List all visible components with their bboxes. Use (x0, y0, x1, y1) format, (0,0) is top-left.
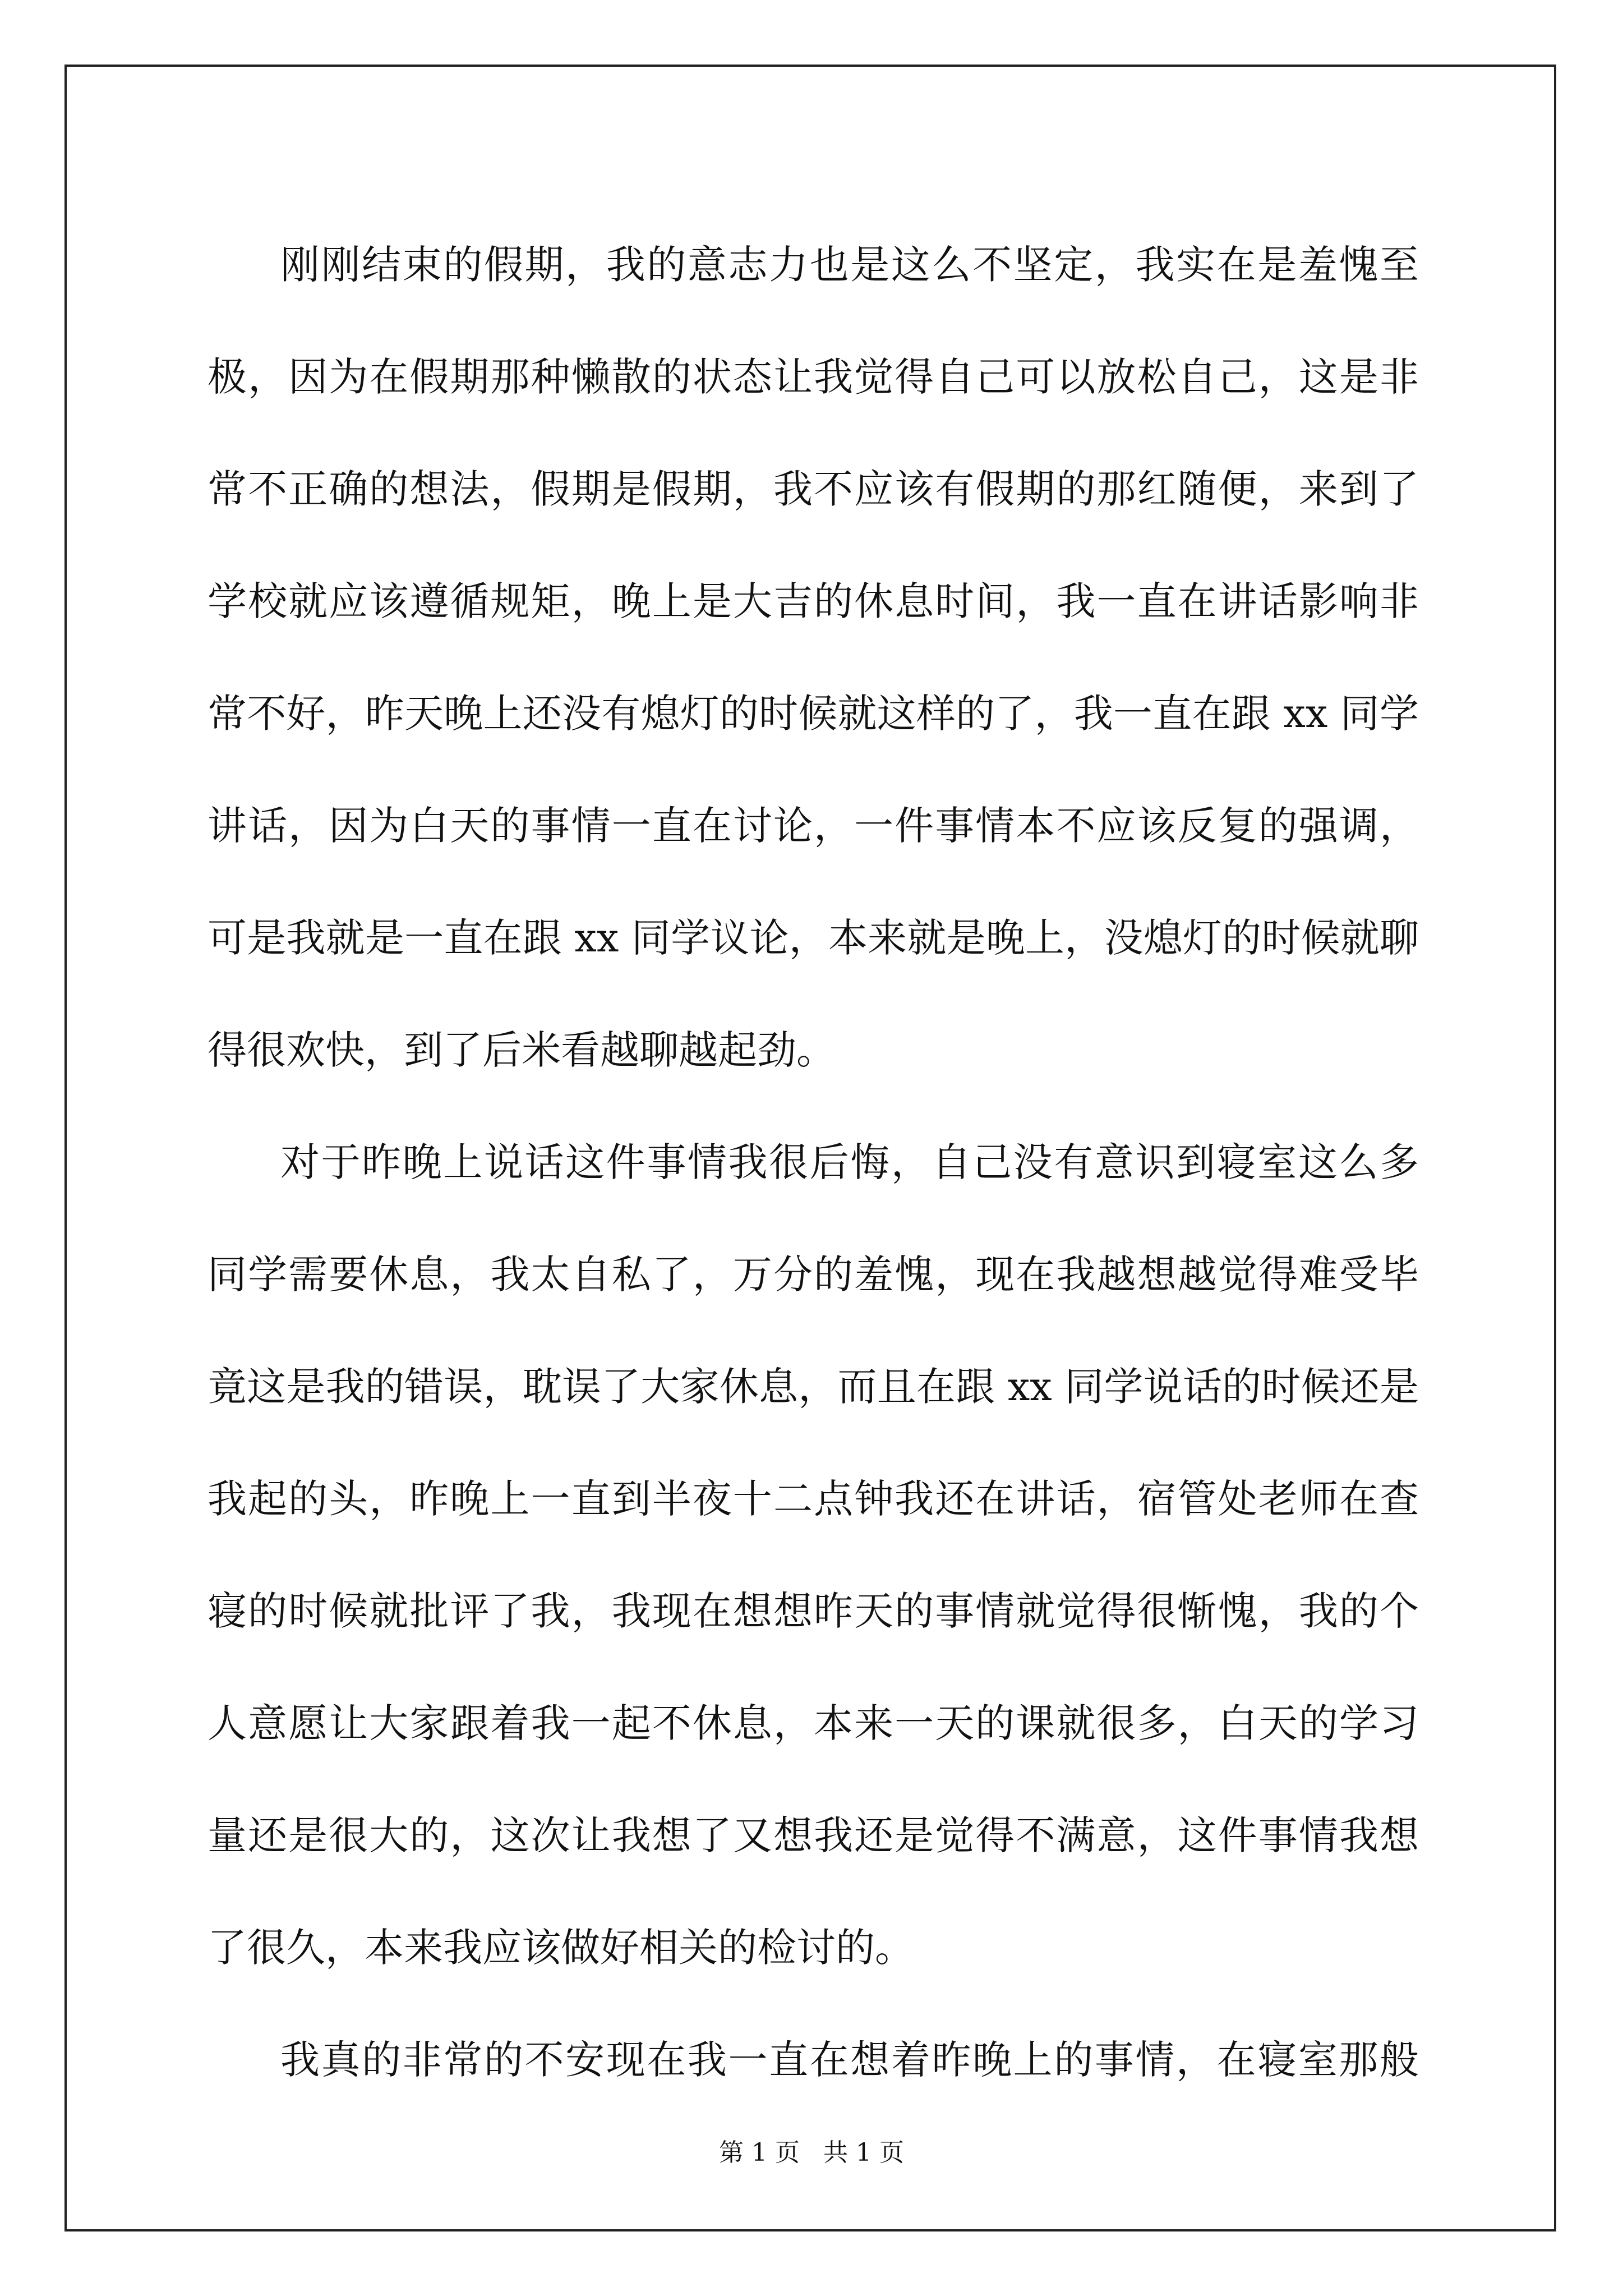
paragraph-2-line-1: 对于昨晚上说话这件事情我很后悔，自己没有意识到寝室这么多 (280, 1139, 1419, 1185)
paragraph-1-line-2: 极，因为在假期那种懒散的状态让我觉得自己可以放松自己，这是非 (208, 354, 1419, 400)
paragraph-2-line-8: 了很久，本来我应该做好相关的检讨的。 (208, 1925, 914, 1971)
document-body (208, 209, 1419, 2116)
paragraph-2-line-6: 人意愿让大家跟着我一起不休息，本来一天的课就很多，白天的学习 (208, 1700, 1419, 1746)
paragraph-2-line-7: 量还是很大的，这次让我想了又想我还是觉得不满意，这件事情我想 (208, 1812, 1419, 1858)
paragraph-1-line-7: 可是我就是一直在跟 xx 同学议论，本来就是晚上，没熄灯的时候就聊 (208, 915, 1419, 961)
paragraph-1-line-3: 常不正确的想法，假期是假期，我不应该有假期的那红随便，来到了 (208, 466, 1419, 512)
page-footer (0, 2136, 1623, 2170)
paragraph-2-line-3: 竟这是我的错误，耽误了大家休息，而且在跟 xx 同学说话的时候还是 (208, 1364, 1419, 1410)
paragraph-3-line-1: 我真的非常的不安现在我一直在想着昨晚上的事情，在寝室那般 (280, 2037, 1419, 2083)
page-total: 共 1 页 (823, 2138, 904, 2167)
page-number: 第 1 页 (719, 2138, 800, 2167)
paragraph-1-line-4: 学校就应该遵循规矩，晚上是大吉的休息时间，我一直在讲话影响非 (208, 578, 1419, 624)
paragraph-2-line-5: 寝的时候就批评了我，我现在想想昨天的事情就觉得很惭愧，我的个 (208, 1588, 1419, 1634)
paragraph-1-line-1: 刚刚结束的假期，我的意志力也是这么不坚定，我实在是羞愧至 (280, 242, 1419, 288)
paragraph-2-line-4: 我起的头，昨晚上一直到半夜十二点钟我还在讲话，宿管处老师在查 (208, 1476, 1419, 1522)
paragraph-2-line-2: 同学需要休息，我太自私了，万分的羞愧，现在我越想越觉得难受毕 (208, 1251, 1419, 1297)
footer-spacer (800, 2138, 823, 2167)
paragraph-1-line-6: 讲话，因为白天的事情一直在讨论，一件事情本不应该反复的强调， (208, 803, 1419, 849)
paragraph-1-line-5: 常不好，昨天晚上还没有熄灯的时候就这样的了，我一直在跟 xx 同学 (208, 691, 1419, 737)
paragraph-1-line-8: 得很欢快，到了后米看越聊越起劲。 (208, 1027, 836, 1073)
